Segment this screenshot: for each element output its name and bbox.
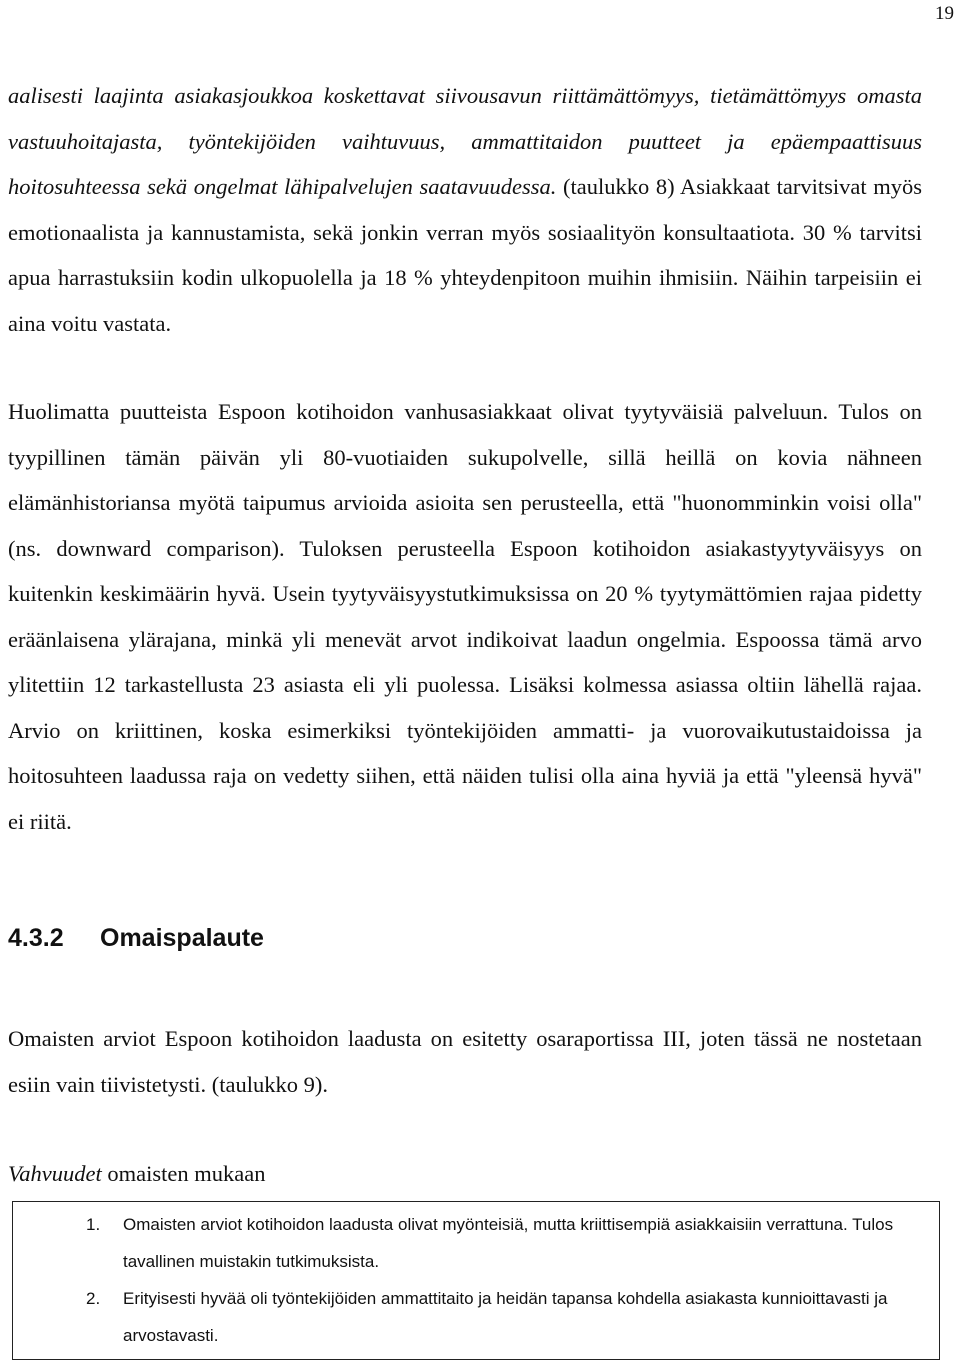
strength-item-number: 2. — [86, 1289, 101, 1308]
strength-item — [13, 1206, 927, 1280]
paragraph-regular-segment: (taulukko 8) Asiakkaat tarvitsivat myös emotionaalista ja kannustamista, sekä jonkin verran myös sosiaalityön konsultaatiota. 30 % tarvitsi apua harrastuksiin kodin ulkopuolella ja 18 % yhteydenpitoon muihin ihmisiin. Näihin tarpeisiin ei aina voitu vastata. — [8, 174, 922, 336]
section-heading — [8, 915, 264, 961]
strength-item-text: Omaisten arviot kotihoidon laadusta olivat myönteisiä, mutta kriittisempiä asiakkaisiin verrattuna. Tulos tavallinen muistakin tutkimuksista. — [123, 1215, 894, 1271]
paragraph-satisfaction: Huolimatta puutteista Espoon kotihoidon vanhusasiakkaat olivat tyytyväisiä palveluun. Tulos on tyypillinen tämän päivän yli 80-vuotiaiden sukupolvelle, sillä heillä on kovia nähneen elämänhistoriansa myötä taipumus arvioida asioita sen perusteella, että "huonomminkin voisi olla" (ns. downward comparison). Tuloksen perusteella Espoon kotihoidon asiakastyytyväisyys on kuitenkin keskimäärin hyvä. Usein tyytyväisyystutkimuksissa on 20 % tyytymättömien rajaa pidetty eräänlaisena ylärajana, minkä yli menevät arvot indikoivat laadun ongelmia. Espoossa tämä arvo ylitettiin 12 tarkastellusta 23 asiasta eli yli puolessa. Lisäksi kolmessa asiassa oltiin lähellä rajaa. Arvio on kriittinen, koska esimerkiksi työntekijöiden ammatti- ja vuorovaikutustaidoissa ja hoitosuhteen laadussa raja on vedetty siihen, että näiden tulisi olla aina hyviä ja että "yleensä hyvä" ei riitä. — [8, 399, 922, 834]
strengths-title — [8, 1154, 265, 1194]
paragraph-family-feedback: Omaisten arviot Espoon kotihoidon laadusta on esitetty osaraportissa III, joten tässä ne nostetaan esiin vain tiivistetysti. (taulukko 9). — [8, 1026, 922, 1097]
strengths-box — [12, 1201, 940, 1360]
strength-item-number: 1. — [86, 1215, 101, 1234]
strength-item — [13, 1280, 927, 1354]
paragraph-needs-summary — [8, 73, 922, 346]
section-number: 4.3.2 — [8, 924, 64, 952]
strength-item-text: Erityisesti hyvää oli työntekijöiden ammattitaito ja heidän tapansa kohdella asiakasta kunnioittavasti ja arvostavasti. — [123, 1289, 888, 1345]
section-title: Omaispalaute — [100, 924, 264, 952]
strengths-title-rest: omaisten mukaan — [101, 1161, 266, 1186]
page-number: 19 — [935, 3, 954, 24]
paragraph-italic-segment: aalisesti laajinta asiakasjoukkoa koskettavat siivousavun riittämättömyys, tietämättömyys omasta vastuuhoitajasta, työntekijöiden vaihtuvuus, ammattitaidon puutteet ja epäempaattisuus hoitosuhteessa sekä ongelmat lähipalvelujen saatavuudessa. — [8, 83, 922, 199]
strengths-title-italic: Vahvuudet — [8, 1161, 102, 1186]
